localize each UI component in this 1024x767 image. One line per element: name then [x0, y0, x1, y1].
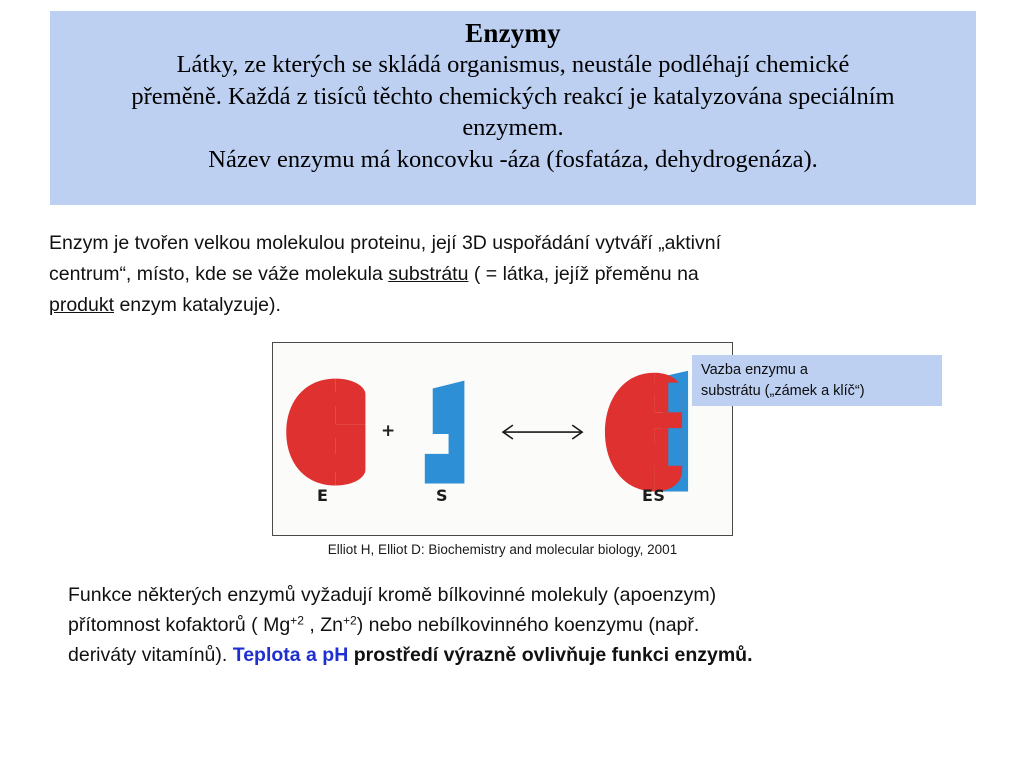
enzyme-substrate-complex-es	[605, 371, 688, 492]
figure-diagram	[273, 343, 732, 535]
callout-line-2: substrátu („zámek a klíč“)	[701, 383, 865, 399]
figure-label-enzyme: E	[317, 486, 329, 505]
bottom-line-3-a: deriváty vitamínů).	[68, 644, 233, 666]
zn-charge-superscript: +2	[342, 613, 357, 628]
intro-paragraph	[49, 228, 969, 321]
bottom-paragraph	[68, 580, 988, 670]
bottom-line-1: Funkce některých enzymů vyžadují kromě bílkovinné molekuly (apoenzym)	[68, 584, 717, 606]
intro-line-2	[49, 259, 969, 290]
header-banner	[50, 11, 976, 205]
intro-line-2-suffix: ( = látka, jejíž přeměnu na	[468, 263, 699, 285]
figure-citation: Elliot H, Elliot D: Biochemistry and molecular biology, 2001	[327, 542, 678, 557]
bottom-line-2-b: , Zn	[303, 614, 343, 636]
page-title: Enzymy	[465, 18, 561, 48]
bottom-line-3	[68, 640, 988, 670]
header-line-2: přeměně. Každá z tisíců těchto chemických reakcí je katalyzována speciálním	[131, 82, 895, 110]
header-line-3: enzymem.	[462, 114, 564, 141]
highlight-temperature-ph: Teplota a pH	[232, 644, 349, 666]
callout-lock-and-key	[692, 355, 942, 406]
intro-line-3	[49, 290, 969, 321]
bottom-line-2-c: ) nebo nebílkovinného koenzymu (např.	[356, 614, 700, 636]
reversible-arrow-icon	[503, 425, 582, 439]
enzyme-substrate-figure	[272, 342, 733, 536]
figure-label-complex: ES	[642, 486, 666, 505]
enzyme-shape-e	[286, 379, 365, 486]
header-summary-text	[50, 49, 976, 175]
header-line-1: Látky, ze kterých se skládá organismus, neustále podléhají chemické	[176, 51, 850, 78]
intro-line-3-suffix: enzym katalyzuje).	[114, 294, 281, 316]
bottom-line-2	[68, 610, 988, 640]
term-substrate: substrátu	[388, 263, 469, 285]
mg-charge-superscript: +2	[290, 613, 304, 628]
bottom-line-2-a: přítomnost kofaktorů ( Mg	[68, 614, 291, 636]
bottom-line-3-b: prostředí výrazně ovlivňuje funkci enzymů.	[348, 644, 753, 666]
figure-label-substrate: S	[436, 486, 449, 505]
callout-line-1: Vazba enzymu a	[701, 362, 808, 378]
intro-line-1	[49, 228, 969, 259]
intro-line-1-text: Enzym je tvořen velkou molekulou proteinu, její 3D uspořádání vytváří „aktivní	[49, 232, 721, 254]
plus-sign: +	[381, 421, 396, 441]
intro-line-2-prefix: centrum“, místo, kde se váže molekula	[49, 263, 389, 285]
substrate-shape-s	[425, 381, 465, 484]
header-line-4: Název enzymu má koncovku -áza (fosfatáza, dehydrogenáza).	[208, 145, 818, 173]
term-product: produkt	[49, 294, 115, 316]
